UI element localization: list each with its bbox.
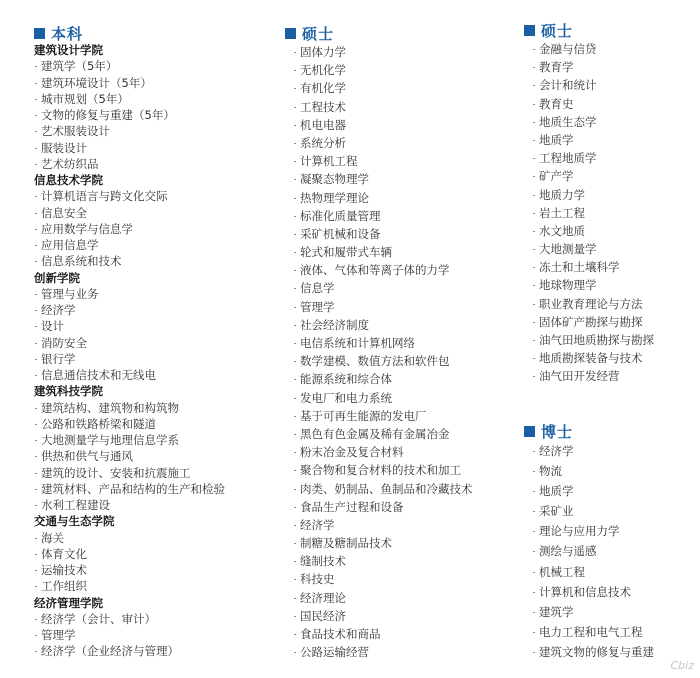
program-item: 水文地质 <box>532 222 654 240</box>
program-item: 建筑材料、产品和结构的生产和检验 <box>34 481 225 497</box>
doctor-list <box>532 441 654 662</box>
program-item: 科技史 <box>293 570 473 588</box>
program-item: 供热和供气与通风 <box>34 448 225 464</box>
program-item: 计算机工程 <box>293 152 473 170</box>
heading-text: 本科 <box>51 25 84 43</box>
program-item: 食品技术和商品 <box>293 625 473 643</box>
program-item: 设计 <box>34 318 225 334</box>
faculty-name: 经济管理学院 <box>34 595 103 610</box>
heading-text: 博士 <box>541 423 574 441</box>
program-item: 金融与信贷 <box>532 40 654 58</box>
program-item: 岩土工程 <box>532 204 654 222</box>
faculty-name: 建筑设计学院 <box>34 43 103 57</box>
program-item: 物流 <box>532 461 654 481</box>
program-item: 测绘与遥感 <box>532 541 654 561</box>
program-item: 管理学 <box>293 298 473 316</box>
program-item: 地质学 <box>532 481 654 501</box>
program-item: 固体力学 <box>293 43 473 61</box>
program-item: 电信系统和计算机网络 <box>293 334 473 352</box>
program-item: 社会经济制度 <box>293 316 473 334</box>
faculty-name: 建筑科技学院 <box>34 384 103 399</box>
master-heading-1 <box>285 23 334 44</box>
program-item: 国民经济 <box>293 607 473 625</box>
program-item: 地球物理学 <box>532 276 654 294</box>
program-item: 标准化质量管理 <box>293 207 473 225</box>
program-item: 艺术服装设计 <box>34 123 225 139</box>
program-item: 信息安全 <box>34 205 225 221</box>
program-item: 经济学（会计、审计） <box>34 611 225 627</box>
doctor-heading <box>524 421 573 442</box>
program-item: 建筑结构、建筑物和构筑物 <box>34 400 225 416</box>
program-item: 经济学 <box>34 302 225 318</box>
program-item: 经济学（企业经济与管理） <box>34 643 225 659</box>
program-item: 聚合物和复合材料的技术和加工 <box>293 461 473 479</box>
program-item: 文物的修复与重建（5年） <box>34 107 225 123</box>
program-item: 地质生态学 <box>532 113 654 131</box>
program-item: 采矿业 <box>532 501 654 521</box>
program-item: 运输技术 <box>34 562 225 578</box>
program-item: 计算机语言与跨文化交际 <box>34 188 225 204</box>
program-item: 水利工程建设 <box>34 497 225 513</box>
program-item: 经济理论 <box>293 589 473 607</box>
square-bullet-icon <box>524 25 535 36</box>
program-item: 冻土和土壤科学 <box>532 258 654 276</box>
program-item: 大地测量学 <box>532 240 654 258</box>
program-item: 凝聚态物理学 <box>293 170 473 188</box>
faculty-name: 交通与生态学院 <box>34 514 115 529</box>
program-item: 大地测量学与地理信息学系 <box>34 432 225 448</box>
program-item: 信息系统和技术 <box>34 253 225 269</box>
program-item: 轮式和履带式车辆 <box>293 243 473 261</box>
program-item: 应用数学与信息学 <box>34 221 225 237</box>
program-item: 食品生产过程和设备 <box>293 498 473 516</box>
program-item: 数学建模、数值方法和软件包 <box>293 352 473 370</box>
program-item: 工程技术 <box>293 98 473 116</box>
program-item: 教育学 <box>532 58 654 76</box>
program-item: 粉末冶金及复合材料 <box>293 443 473 461</box>
master-list-1 <box>293 43 473 661</box>
program-item: 发电厂和电力系统 <box>293 389 473 407</box>
program-item: 建筑学 <box>532 602 654 622</box>
program-item: 建筑的设计、安装和抗震施工 <box>34 465 225 481</box>
program-item: 系统分析 <box>293 134 473 152</box>
heading-text: 硕士 <box>302 25 335 43</box>
program-item: 电力工程和电气工程 <box>532 622 654 642</box>
program-item: 职业教育理论与方法 <box>532 295 654 313</box>
program-item: 服装设计 <box>34 140 225 156</box>
program-item: 教育史 <box>532 95 654 113</box>
square-bullet-icon <box>34 28 45 39</box>
program-item: 地质勘探装备与技术 <box>532 349 654 367</box>
program-item: 经济学 <box>532 441 654 461</box>
program-item: 信息学 <box>293 279 473 297</box>
program-item: 有机化学 <box>293 79 473 97</box>
program-item: 建筑文物的修复与重建 <box>532 642 654 662</box>
program-item: 热物理学理论 <box>293 189 473 207</box>
program-item: 应用信息学 <box>34 237 225 253</box>
program-item: 基于可再生能源的发电厂 <box>293 407 473 425</box>
square-bullet-icon <box>285 28 296 39</box>
program-item: 计算机和信息技术 <box>532 582 654 602</box>
program-item: 机械工程 <box>532 562 654 582</box>
program-item: 工程地质学 <box>532 149 654 167</box>
program-item: 银行学 <box>34 351 225 367</box>
program-item: 会计和统计 <box>532 76 654 94</box>
program-item: 管理学 <box>34 627 225 643</box>
bachelor-heading <box>34 23 83 44</box>
program-item: 液体、气体和等离子体的力学 <box>293 261 473 279</box>
program-item: 经济学 <box>293 516 473 534</box>
program-item: 机电电器 <box>293 116 473 134</box>
master-heading-2 <box>524 20 573 41</box>
master-list-2 <box>532 40 654 386</box>
program-item: 地质力学 <box>532 186 654 204</box>
program-item: 黑色有色金属及稀有金属冶金 <box>293 425 473 443</box>
program-item: 建筑学（5年） <box>34 58 225 74</box>
program-item: 制糖及糖制品技术 <box>293 534 473 552</box>
program-item: 油气田开发经营 <box>532 367 654 385</box>
program-item: 矿产学 <box>532 167 654 185</box>
program-item: 城市规划（5年） <box>34 91 225 107</box>
program-item: 海关 <box>34 530 225 546</box>
program-item: 工作组织 <box>34 578 225 594</box>
program-item: 采矿机械和设备 <box>293 225 473 243</box>
program-item: 艺术纺织品 <box>34 156 225 172</box>
square-bullet-icon <box>524 426 535 437</box>
program-item: 建筑环境设计（5年） <box>34 75 225 91</box>
program-item: 地质学 <box>532 131 654 149</box>
program-item: 能源系统和综合体 <box>293 370 473 388</box>
program-item: 无机化学 <box>293 61 473 79</box>
bachelor-list <box>34 42 225 660</box>
watermark: Cbiz <box>670 659 694 672</box>
program-item: 公路运输经营 <box>293 643 473 661</box>
program-item: 信息通信技术和无线电 <box>34 367 225 383</box>
program-item: 油气田地质勘探与勘探 <box>532 331 654 349</box>
program-item: 消防安全 <box>34 335 225 351</box>
faculty-name: 信息技术学院 <box>34 173 103 187</box>
program-item: 管理与业务 <box>34 286 225 302</box>
faculty-name: 创新学院 <box>34 270 80 285</box>
program-item: 理论与应用力学 <box>532 521 654 541</box>
program-item: 缝制技术 <box>293 552 473 570</box>
heading-text: 硕士 <box>541 22 574 40</box>
program-item: 固体矿产勘探与勘探 <box>532 313 654 331</box>
program-item: 公路和铁路桥梁和隧道 <box>34 416 225 432</box>
program-item: 体育文化 <box>34 546 225 562</box>
program-item: 肉类、奶制品、鱼制品和冷藏技术 <box>293 480 473 498</box>
